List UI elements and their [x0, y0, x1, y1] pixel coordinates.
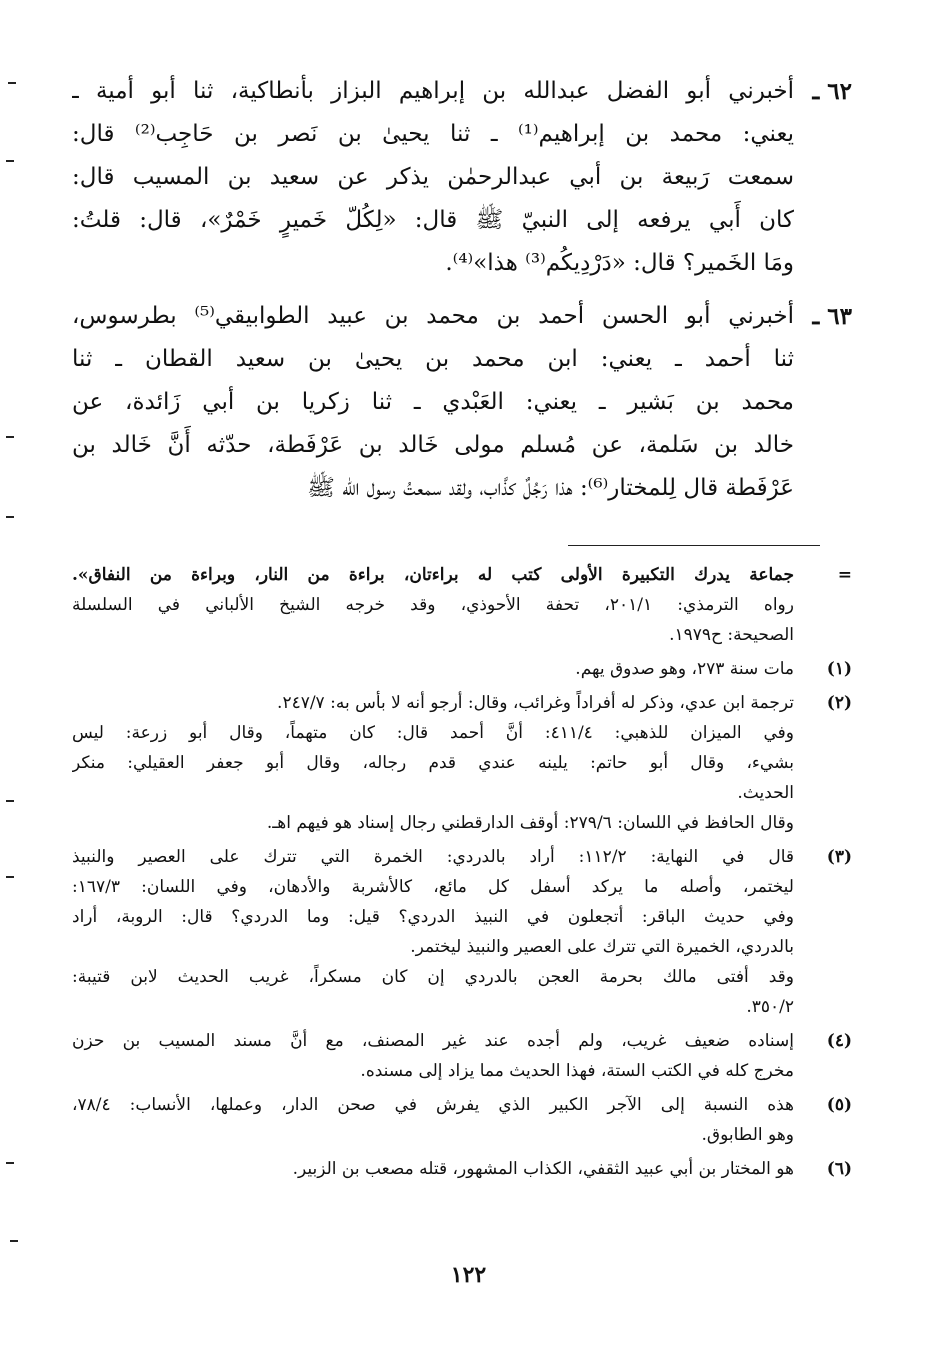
- text-line: أخبرني أبو الحسن أحمد بن محمد بن عبيد الطوابيقي⁽⁵⁾ بطرسوس،: [72, 303, 794, 329]
- footnote-line: وقد أفتى مالك بحرمة العجن بالدردي إن كان مسكراً، غريب الحديث لابن قتيبة:: [72, 967, 794, 987]
- footnote-number: (٤): [826, 1031, 852, 1051]
- footnote: [72, 842, 852, 1022]
- footnote-number: (٦): [826, 1159, 852, 1179]
- footnote-line: رواه الترمذي: ٢٠١/١، تحفة الأحوذي، وقد خرجه الشيخ الألباني في السلسلة: [72, 595, 794, 615]
- scan-mark: [8, 82, 16, 84]
- text-line: محمد بن بَشير ـ يعني: العَبْدي ـ ثنا زكريا بن أبي زَائدة، عن: [72, 389, 794, 415]
- footnote-line: وفي حديث الباقر: أتجعلون في النبيذ الدردي؟ قيل: وما الدردي؟ قال: الروبة، أراد: [72, 907, 794, 927]
- footnotes: [72, 560, 852, 1188]
- footnote-line: قال في النهاية: ١١٢/٢: أراد بالدردي: الخمرة التي تترك على العصير والنبيذ: [72, 847, 794, 867]
- footnote-line: ليختمر، وأصله ما يركد أسفل كل مائع، كالأشربة والأدهان، وفي اللسان: ١٦٧/٣:: [72, 877, 794, 897]
- footnote-text: [72, 560, 794, 650]
- footnote-line: جماعة يدرك التكبيرة الأولى كتب له براءتان، براءة من النار، وبراءة من النفاق».: [72, 565, 794, 585]
- footnote-line: وهو الطابوق.: [701, 1125, 794, 1145]
- text-line: أخبرني أبو الفضل عبدالله بن إبراهيم البزاز بأنطاكية، ثنا أبو أمية ـ: [72, 78, 794, 104]
- hadith-text: [72, 295, 794, 510]
- footnote-line: بشيء، وقال أبو حاتم: يلينه عندي قدم رجاله، وقال أبو جعفر العقيلي: منكر: [72, 753, 794, 773]
- footnote: [72, 654, 852, 684]
- text-line: ثنا أحمد ـ يعني: ابن محمد بن يحيىٰ بن سعيد القطان ـ ثنا: [72, 346, 794, 372]
- footnote-number: (١): [826, 659, 852, 679]
- hadith-entry: [72, 70, 852, 285]
- footnote-number: =: [837, 565, 852, 585]
- footnote: [72, 1026, 852, 1086]
- footnote-line: ترجمة ابن عدي، وذكر له أفراداً وغرائب، وقال: أرجو أنه لا بأس به: ٢٤٧/٧.: [277, 693, 794, 713]
- footnote-text: [72, 842, 794, 1022]
- text-line: سمعت رَبيعة بن أبي عبدالرحمٰن يذكر عن سعيد بن المسيب قال:: [72, 164, 794, 190]
- footnote-line: وفي الميزان للذهبي: ٤١١/٤: أنَّ أحمد قال: كان متهماً، وقال أبو زرعة: ليس: [72, 723, 794, 743]
- footnote-text: [72, 1154, 794, 1184]
- scan-mark: [6, 516, 14, 518]
- text-line: عَرْفَطة قال لِلمختار⁽⁶⁾: هذا رَجُلٌ كذَّاب، ولقد سمعتُ رسول الله ﷺ: [307, 475, 794, 501]
- text-line: يعني: محمد بن إبراهيم⁽¹⁾ ـ ثنا يحيىٰ بن نَصر بن حَاجِب⁽²⁾ قال:: [72, 121, 794, 147]
- footnote: [72, 1154, 852, 1184]
- footnote-number: (٥): [826, 1095, 852, 1115]
- footnote-line: هو المختار بن أبي عبيد الثقفي، الكذاب المشهور، قتله مصعب بن الزبير.: [292, 1159, 794, 1179]
- hadith-entry: [72, 295, 852, 510]
- scan-mark: [10, 1240, 18, 1242]
- footnote-line: الحديث.: [737, 783, 794, 803]
- scan-mark: [6, 1162, 14, 1164]
- footnote-number: (٢): [826, 693, 852, 713]
- page-number: ١٢٢: [450, 1262, 487, 1288]
- footnote-line: ٣٥٠/٢.: [746, 997, 794, 1017]
- footnote-text: [72, 654, 794, 684]
- text-line: كان أَبي يرفعه إلى النبيّ ﷺ قال: «لِكُلّ خَميرٍ خَمْرٌ»، قال: قلتُ:: [72, 207, 794, 233]
- main-text: [72, 70, 852, 520]
- scan-mark: [6, 800, 14, 802]
- scan-mark: [6, 160, 14, 162]
- hadith-text: [72, 70, 794, 285]
- footnote-line: وقال الحافظ في اللسان: ٢٧٩/٦: أوقف الدارقطني رجال إسناد هو فيهم اهـ.: [266, 813, 794, 833]
- footnote-separator: [568, 545, 820, 546]
- footnote-line: مخرج كله في الكتب الستة، فهذا الحديث مما يزاد إلى مسنده.: [360, 1061, 794, 1081]
- footnote-number: (٣): [826, 847, 852, 867]
- footnote-line: هذه النسبة إلى الآجر الكبير الذي يفرش في صحن الدار، وعملها، الأنساب: ٧٨/٤،: [72, 1095, 794, 1115]
- footnote: [72, 1090, 852, 1150]
- text-line: ومَا الخَمير؟ قال: «دَرْدِيكُم⁽³⁾ هذا»⁽⁴⁾.: [445, 250, 794, 276]
- text-line: خالد بن سَلمة، عن مُسلم مولى خَالد بن عَرْفَطة، حدّثه أَنَّ خَالد بن: [72, 432, 794, 458]
- hadith-number: ٦٣ ـ: [812, 303, 852, 330]
- footnote-text: [72, 688, 794, 838]
- scan-mark: [6, 876, 14, 878]
- footnote-line: الصحيحة: ح١٩٧٩.: [669, 625, 794, 645]
- footnote: [72, 560, 852, 650]
- footnote-text: [72, 1026, 794, 1086]
- footnote-line: إسناده ضعيف غريب، ولم أجده عند غير المصنف، مع أنَّ مسند المسيب بن حزن: [72, 1031, 794, 1051]
- footnote-line: بالدردي، الخميرة التي تترك على العصير والنبيذ ليختمر.: [410, 937, 794, 957]
- footnote-line: مات سنة ٢٧٣، وهو صدوق يهم.: [575, 659, 794, 679]
- hadith-number: ٦٢ ـ: [812, 78, 852, 105]
- footnote-text: [72, 1090, 794, 1150]
- scan-mark: [6, 436, 14, 438]
- footnote: [72, 688, 852, 838]
